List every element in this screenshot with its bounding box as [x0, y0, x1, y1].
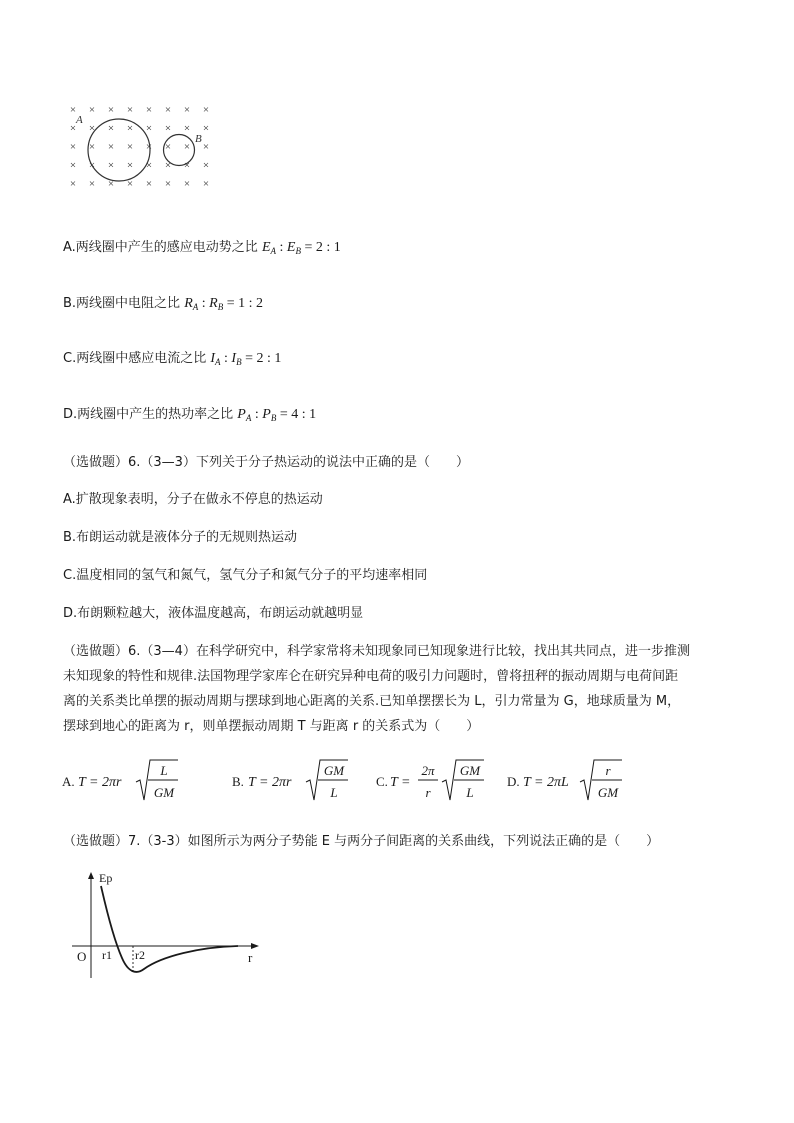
svg-text:T = 2πL: T = 2πL: [523, 775, 569, 790]
field-cross-mark: ×: [145, 141, 153, 153]
field-cross-mark: ×: [126, 159, 134, 172]
field-cross-mark: ×: [88, 122, 96, 135]
field-cross-mark: ×: [69, 122, 77, 135]
svg-text:T = 2πr: T = 2πr: [248, 775, 292, 790]
field-cross-mark: ×: [126, 122, 134, 135]
svg-text:T =: T =: [390, 775, 411, 790]
field-cross-mark: ×: [202, 141, 210, 153]
potential-energy-graph: [70, 868, 270, 986]
field-cross-mark: ×: [69, 104, 77, 116]
q6b-stem-line-3: 离的关系类比单摆的振动周期与摆球到地心距离的关系.已知单摆摆长为 L，引力常量为 G，地球质量为 M，: [63, 694, 681, 709]
field-cross-mark: ×: [107, 122, 115, 135]
x-axis-label: r: [248, 950, 253, 965]
field-cross-mark: ×: [202, 104, 210, 116]
q6b-option-b: [232, 760, 348, 800]
svg-text:GM: GM: [153, 785, 175, 800]
svg-text:L: L: [160, 763, 168, 778]
q6b-stem-line-1: （选做题）6.（3—4）在科学研究中，科学家常将未知现象同已知现象进行比较，找出其共同点，进一步推测: [63, 644, 690, 659]
field-cross-mark: ×: [164, 104, 172, 116]
svg-text:r: r: [425, 785, 431, 800]
coil-a: [88, 119, 153, 181]
svg-text:T = 2πr: T = 2πr: [78, 775, 122, 790]
field-cross-mark: ×: [202, 159, 210, 172]
svg-text:r: r: [605, 763, 611, 778]
svg-text:GM: GM: [597, 785, 619, 800]
field-cross-mark: ×: [183, 178, 191, 190]
svg-text:2π: 2π: [421, 763, 435, 778]
coil-a-label: A: [76, 114, 83, 126]
field-cross-mark: ×: [145, 159, 153, 172]
svg-text:A.: A.: [62, 774, 75, 789]
field-cross-mark: ×: [107, 104, 115, 116]
y-axis-label: Ep: [99, 871, 113, 885]
field-cross-mark: ×: [183, 104, 191, 116]
field-cross-mark: ×: [107, 178, 115, 190]
field-cross-mark: ×: [183, 122, 191, 135]
field-cross-marks: [70, 104, 209, 190]
field-cross-mark: ×: [88, 104, 96, 116]
field-cross-mark: ×: [202, 122, 210, 135]
q6b-stem-line-2: 未知现象的特性和规律.法国物理学家库仑在研究异种电荷的吸引力问题时，曾将扭秤的振动周期与电荷间距: [63, 669, 679, 684]
field-cross-mark: ×: [126, 178, 134, 190]
field-cross-mark: ×: [107, 141, 115, 153]
q5-option-b: B.两线圈中电阻之比 $R_A$ : $R_B = 1$ : 2: [63, 296, 264, 312]
field-cross-mark: ×: [69, 178, 77, 190]
q6a-option-d: D.布朗颗粒越大，液体温度越高，布朗运动就越明显: [63, 606, 364, 621]
field-cross-mark: ×: [202, 178, 210, 190]
svg-text:C.: C.: [376, 774, 388, 789]
ratio-expression: $I_A$ : $I_B = 2$ : 1: [210, 351, 282, 367]
svg-text:B.: B.: [232, 774, 244, 789]
svg-text:D.: D.: [507, 774, 520, 789]
field-cross-mark: ×: [164, 159, 172, 172]
potential-curve: [101, 886, 238, 972]
q6b-stem-line-4: 摆球到地心的距离为 r，则单摆振动周期 T 与距离 r 的关系式为（ ）: [63, 719, 480, 734]
field-cross-mark: ×: [183, 141, 191, 153]
field-cross-mark: ×: [126, 141, 134, 153]
q6a-option-c: C.温度相同的氢气和氮气，氢气分子和氮气分子的平均速率相同: [63, 568, 428, 583]
field-cross-mark: ×: [69, 159, 77, 172]
field-cross-mark: ×: [164, 122, 172, 135]
q6b-options: [60, 752, 640, 808]
q5-option-c: C.两线圈中感应电流之比 $I_A$ : $I_B = 2$ : 1: [63, 351, 282, 367]
svg-text:GM: GM: [323, 763, 345, 778]
q6a-option-b: B.布朗运动就是液体分子的无规则热运动: [63, 530, 298, 545]
ratio-expression: $R_A$ : $R_B = 1$ : 2: [184, 296, 264, 312]
origin-label: O: [77, 949, 87, 964]
field-cross-mark: ×: [69, 141, 77, 153]
coil-b-label: B: [195, 133, 202, 145]
field-cross-mark: ×: [88, 178, 96, 190]
field-cross-mark: ×: [164, 141, 172, 153]
field-cross-mark: ×: [88, 159, 96, 172]
ratio-expression: $P_A$ : $P_B = 4$ : 1: [237, 407, 317, 423]
ratio-expression: $E_A$ : $E_B = 2$ : 1: [261, 240, 341, 256]
q6a-stem: （选做题）6.（3—3）下列关于分子热运动的说法中正确的是（ ）: [63, 455, 469, 470]
x-axis-arrow: [251, 943, 259, 949]
r1-label: r1: [102, 948, 112, 962]
q5-option-d: D.两线圈中产生的热功率之比 $P_A$ : $P_B = 4$ : 1: [63, 407, 317, 423]
field-cross-mark: ×: [145, 178, 153, 190]
q5-option-a: A.两线圈中产生的感应电动势之比 $E_A$ : $E_B = 2$ : 1: [63, 240, 341, 256]
svg-text:L: L: [466, 785, 474, 800]
field-cross-mark: ×: [164, 178, 172, 190]
magnetic-field-figure: [64, 100, 224, 196]
field-cross-mark: ×: [88, 141, 96, 153]
field-cross-mark: ×: [107, 159, 115, 172]
field-cross-mark: ×: [145, 122, 153, 135]
y-axis-arrow: [88, 872, 94, 879]
q6b-option-c: [376, 760, 484, 800]
svg-text:GM: GM: [459, 763, 481, 778]
field-cross-mark: ×: [183, 159, 191, 172]
field-cross-mark: ×: [126, 104, 134, 116]
q7-stem: （选做题）7.（3-3）如图所示为两分子势能 E 与两分子间距离的关系曲线，下列说法正确的是（ ）: [63, 834, 660, 849]
q6b-option-a: [62, 760, 178, 800]
svg-text:L: L: [330, 785, 338, 800]
field-cross-mark: ×: [145, 104, 153, 116]
r2-label: r2: [135, 948, 145, 962]
q6b-option-d: [507, 760, 622, 800]
q6a-option-a: A.扩散现象表明，分子在做永不停息的热运动: [63, 492, 323, 507]
